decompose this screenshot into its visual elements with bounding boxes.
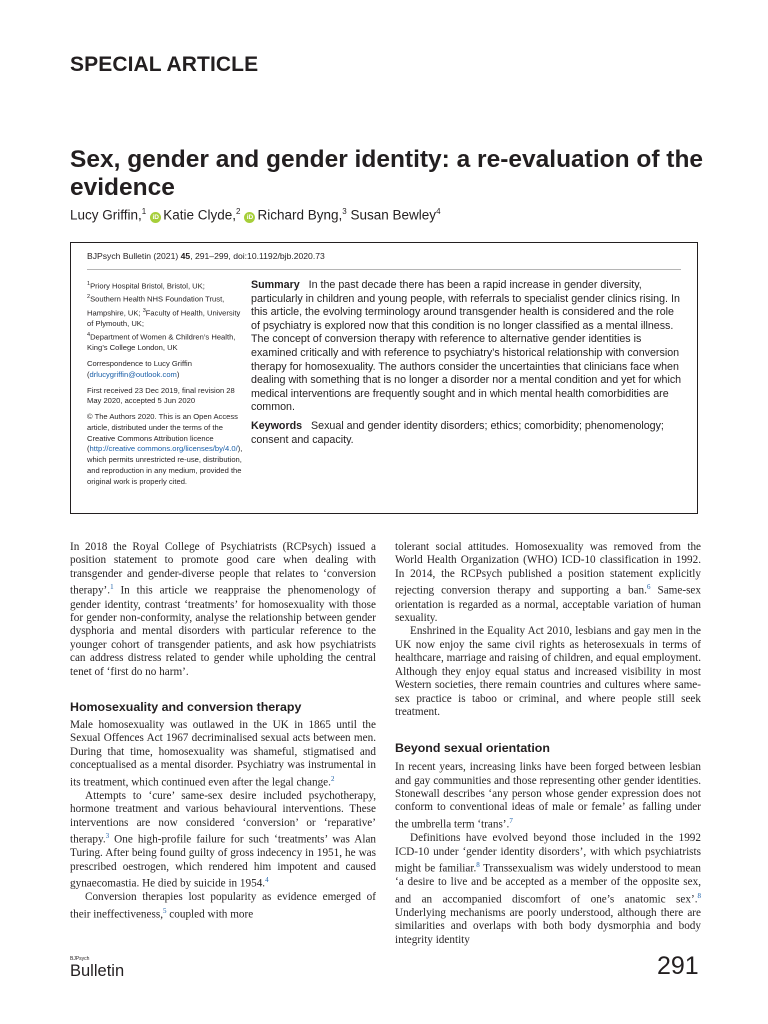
- license-text: © The Authors 2020. This is an Open Access article, distributed under the terms of the Creative Commons Attribution licence (: [87, 412, 238, 454]
- journal-logo: [70, 956, 124, 980]
- logo-small-text: BJPsych: [70, 956, 90, 962]
- author-list: [70, 207, 441, 223]
- orcid-icon[interactable]: iD: [150, 212, 161, 223]
- section-label: SPECIAL ARTICLE: [70, 53, 259, 76]
- body-paragraph: [70, 541, 376, 679]
- correspondence-label: Correspondence to Lucy Griffin: [87, 358, 192, 368]
- affiliation-marker: 3: [142, 307, 146, 314]
- paragraph-text: tolerant social attitudes. Homosexuality was removed from the World Health Organization (WHO) ICD-10 classification in 1992. In 2014, the RCPsych published a position statement explicitly rejecting conversion therapy and supporting a ban.: [395, 541, 701, 598]
- logo-big-text: Bulletin: [70, 962, 125, 980]
- affiliations: [87, 279, 245, 354]
- affiliation-text: Priory Hospital Bristol, Bristol, UK;: [90, 281, 205, 291]
- summary-label: Summary: [251, 279, 300, 291]
- license-notice: [87, 412, 245, 488]
- reference-marker[interactable]: 5: [163, 906, 167, 915]
- reference-marker[interactable]: 1: [110, 583, 114, 592]
- reference-marker[interactable]: 3: [105, 832, 110, 841]
- summary-text: In the past decade there has been a rapid increase in gender diversity, particularly in children and young people, with referrals to specialist gender clinics rising. In this article, the evolving terminology around transgender health is considered and the role of psychiatry is explored now that this condition is no longer classified as a mental illness. The concept of conversion therapy with reference to alternative gender identities is examined critically and with reference to psychiatry’s historical relationship with conversion therapy for homosexuality. The authors consider the uncertainties that clinicians face when dealing with something that is no longer a disorder nor a mental condition and yet for which medical interventions are frequently sought and in which mental health comorbidities are common.: [251, 279, 682, 414]
- citation-prefix: BJPsych Bulletin (2021): [87, 251, 181, 261]
- body-paragraph: [70, 719, 376, 790]
- paragraph-text: Enshrined in the Equality Act 2010, lesbians and gay men in the UK now enjoy the same civil rights as heterosexuals in terms of healthcare, marriage and raising of children, and equal employment. Although they enjoy equal status and increased visibility in most Western societies, there remain countries and cultures where same-sex practice is taboo or criminal, and where people still seek treatment.: [395, 625, 701, 719]
- paragraph-text: One high-profile failure for such ‘treatments’ was Alan Turing. After being found guilty of gross indecency in 1951, he was prescribed oestrogen, which rendered him impotent and caused gynaecomastia. He died by suicide in 1954.: [70, 833, 376, 890]
- keywords-label: Keywords: [251, 420, 303, 432]
- email-link[interactable]: drlucygriffin@outlook.com: [89, 369, 177, 379]
- citation-divider: [87, 269, 681, 270]
- author-affiliation-marker: 4: [436, 207, 441, 216]
- body-paragraph: [395, 625, 701, 719]
- license-text: ), which permits unrestricted re-use, distribution, and reproduction in any medium, provided the original work is properly cited.: [87, 444, 243, 486]
- correspondence: Correspondence to Lucy Griffin (drlucygriffin@outlook.com): [87, 358, 192, 379]
- license-link[interactable]: http://creative commons.org/licenses/by/4.0/: [89, 444, 238, 454]
- citation-suffix: , 291–299, doi:10.1192/bjb.2020.73: [190, 251, 325, 261]
- author-name: Richard Byng,: [257, 207, 343, 223]
- body-paragraph: [70, 891, 376, 922]
- body-column-left: [70, 541, 376, 922]
- paragraph-text: Same-sex orientation is regarded as a normal, acceptable variation of human sexuality.: [395, 585, 701, 624]
- affiliation-text: Department of Women & Children’s Health, King’s College London, UK: [87, 332, 236, 353]
- page-number: 291: [657, 952, 699, 980]
- affiliation-text: Southern Health NHS Foundation Trust, Hampshire, UK;: [87, 294, 225, 318]
- paragraph-text: In 2018 the Royal College of Psychiatrists (RCPsych) issued a position statement to promote good care when dealing with transgender and gender-diverse people that relates to ‘conversion therapy’.: [70, 541, 376, 598]
- paragraph-text: Male homosexuality was outlawed in the UK in 1865 until the Sexual Offences Act 1967 decriminalised sexual acts between men. During that time, homosexuality was shameful, stigmatised and conceptualised as a mental disorder. Psychiatry was instrumental in its treatment, which continued even after the legal change.: [70, 718, 376, 789]
- body-column-right: [395, 541, 701, 947]
- paragraph-text: In this article we reappraise the phenomenology of gender identity, contrast ‘treatments’ for homosexuality with those for gender non-conformity, analyse the relationship between gender dysphoria and mental disorders with particular reference to the younger cohort of transgender patients, and ask how psychiatrists can address distress related to gender while upholding the central tenet of ‘first do no harm’.: [70, 585, 376, 678]
- affiliation-text: Faculty of Health, University of Plymouth, UK;: [87, 308, 241, 328]
- affiliation-marker: 2: [87, 294, 91, 301]
- reference-marker[interactable]: 2: [330, 774, 335, 783]
- body-paragraph: [70, 790, 376, 892]
- author-affiliation-marker: 3: [342, 207, 347, 216]
- body-paragraph: [395, 761, 701, 832]
- article-info-sidebar: [87, 279, 245, 488]
- abstract-box: [70, 242, 698, 514]
- reference-marker[interactable]: 8: [476, 860, 480, 869]
- reference-marker[interactable]: 7: [509, 816, 513, 825]
- reference-marker[interactable]: 6: [646, 583, 651, 592]
- article-title: Sex, gender and gender identity: a re-evaluation of the evidence: [70, 146, 704, 201]
- body-paragraph: [395, 541, 701, 625]
- author-affiliation-marker: 1: [141, 207, 147, 216]
- citation-line: [87, 251, 325, 261]
- citation-volume: 45: [180, 251, 191, 261]
- reference-marker[interactable]: 8: [697, 891, 701, 900]
- section-heading: Beyond sexual orientation: [395, 740, 550, 755]
- author-name: Katie Clyde,: [163, 207, 237, 223]
- keywords: [251, 420, 685, 447]
- received-dates: First received 23 Dec 2019, final revision 28 May 2020, accepted 5 Jun 2020: [87, 385, 235, 406]
- author-affiliation-marker: 2: [236, 207, 241, 216]
- paragraph-text: Definitions have evolved beyond those included in the 1992 ICD-10 under ‘gender identity disorders’, with which psychiatrists might be familiar.: [395, 832, 701, 875]
- reference-marker[interactable]: 4: [265, 876, 269, 885]
- orcid-icon[interactable]: iD: [244, 212, 255, 223]
- section-heading: Homosexuality and conversion therapy: [70, 700, 302, 715]
- paragraph-text: coupled with more: [166, 908, 254, 921]
- summary: [251, 279, 685, 415]
- author-name: Lucy Griffin,: [70, 207, 142, 223]
- body-paragraph: [395, 832, 701, 947]
- paragraph-text: In recent years, increasing links have been forged between lesbian and gay communities and those representing other gender identities. Stonewall describes ‘any person whose gender expression does not conform to conventional ideas of male or female’ as falling under the umbrella term ‘trans’.: [395, 761, 701, 831]
- paragraph-text: Conversion therapies lost popularity as evidence emerged of their ineffectiveness,: [70, 891, 376, 921]
- keywords-text: Sexual and gender identity disorders; ethics; comorbidity; phenomenology; consent and capacity.: [251, 420, 664, 446]
- paragraph-text: Attempts to ‘cure’ same-sex desire included psychotherapy, hormone treatment and various behavioural interventions. These interventions are now considered ‘conversion’ or ‘reparative’ therapy.: [70, 789, 376, 846]
- paragraph-text: Transsexualism was widely understood to mean ‘a desire to live and be accepted as a member of the opposite sex, and an accompanied discomfort of one’s anatomic sex’.: [395, 862, 701, 906]
- affiliation-marker: 4: [87, 331, 91, 338]
- affiliation-marker: 1: [87, 281, 91, 287]
- paragraph-text: Underlying mechanisms are poorly understood, although there are similarities and overlaps with both body dysmorphia and body integrity identity: [395, 906, 701, 946]
- author-name: Susan Bewley: [350, 207, 437, 223]
